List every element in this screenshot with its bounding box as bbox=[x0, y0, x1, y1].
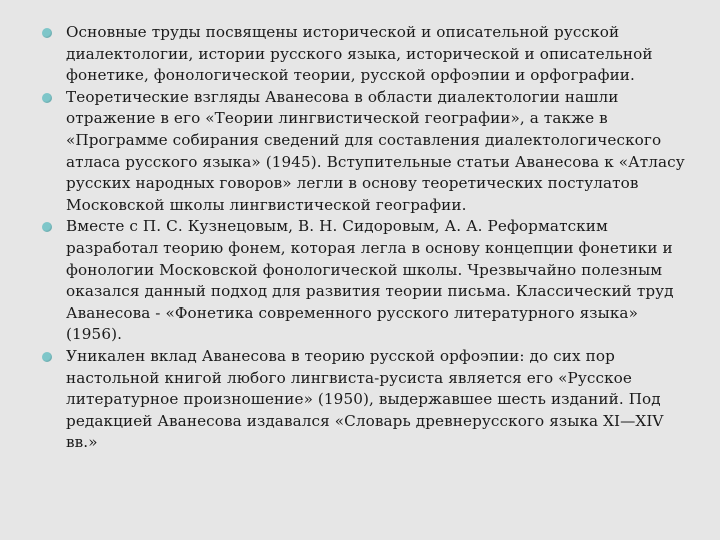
bullet-dot-icon bbox=[42, 352, 52, 362]
bullet-item bbox=[18, 87, 698, 217]
bullet-text: Основные труды посвящены исторической и описательной русской диалектологии, истории русского языка, исторической и описательной фонетике, фонологической теории, русской орфоэпии и орфографии. bbox=[66, 23, 653, 85]
bullet-dot-icon bbox=[42, 28, 52, 38]
bullet-text: Теоретические взгляды Аванесова в области диалектологии нашли отражение в его «Теории лингвистической географии», а также в «Программе собирания сведений для составления диалектологического атласа русского языка» (1945). Вступительные статьи Аванесова к «Атласу русских народных говоров» легли в основу теоретических постулатов Московской школы лингвистической географии. bbox=[66, 87, 685, 214]
bullet-item bbox=[18, 22, 698, 87]
bullet-text: Уникален вклад Аванесова в теорию русской орфоэпии: до сих пор настольной книгой любого лингвиста-русиста является его «Русское литературное произношение» (1950), выдержавшее шесть изданий. Под редакцией Аванесова издавался «Словарь древнерусского языка XI—XIV вв.» bbox=[66, 346, 664, 452]
slide-content bbox=[18, 22, 698, 454]
bullet-dot-icon bbox=[42, 93, 52, 103]
bullet-text: Вместе с П. С. Кузнецовым, В. Н. Сидоровым, А. А. Реформатским разработал теорию фонем, которая легла в основу концепции фонетики и фонологии Московской фонологической школы. Чрезвычайно полезным оказался данный подход для развития теории письма. Классический труд Аванесова - «Фонетика современного русского литературного языка» (1956). bbox=[66, 217, 674, 344]
bullet-item bbox=[18, 216, 698, 346]
bullet-dot-icon bbox=[42, 222, 52, 232]
bullet-item bbox=[18, 346, 698, 454]
